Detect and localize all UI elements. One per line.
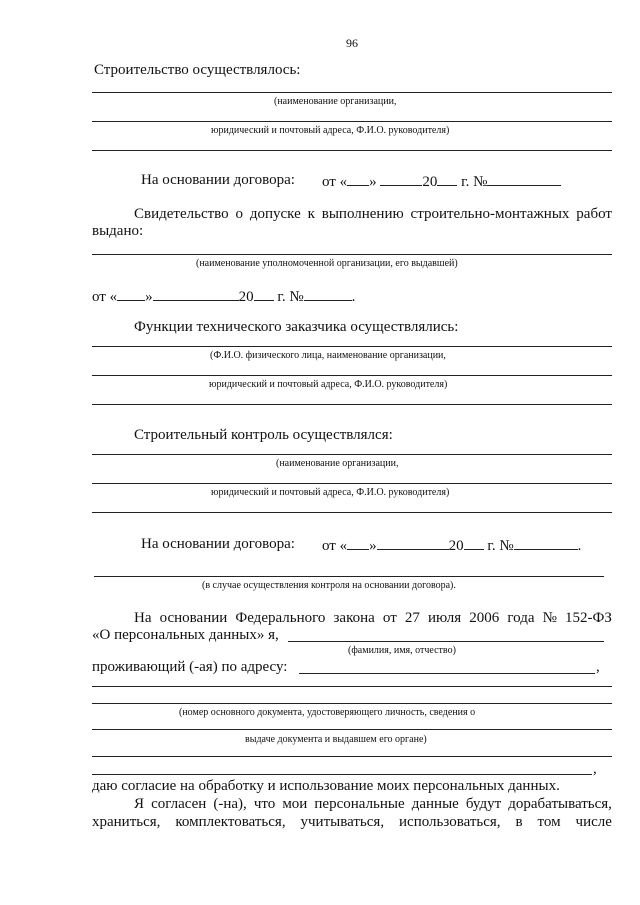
document-line-1[interactable]: [92, 703, 612, 704]
contract-2-end: .: [577, 538, 582, 554]
document-hint-2: выдаче документа и выдавшем его органе): [245, 734, 427, 745]
contract-1-month-field[interactable]: [380, 173, 422, 186]
construction-line-3[interactable]: [92, 150, 612, 151]
consent-para-text-2-word: использоваться,: [399, 814, 501, 830]
certificate-text-1-word: строительно-монтажных: [410, 206, 570, 222]
consent-text-1-word: 2006: [469, 610, 500, 626]
contract-1-quote-close: »: [369, 174, 377, 190]
consent-para-text-1-word: что: [253, 796, 276, 812]
consent-para-text-1-word: персональные: [314, 796, 405, 812]
control-heading: Строительный контроль осуществлялся:: [134, 427, 393, 443]
certificate-org-line[interactable]: [92, 254, 612, 255]
certificate-year-prefix: 20: [238, 289, 254, 305]
certificate-line-2: выдано:: [92, 223, 144, 239]
construction-hint-2: юридический и почтовый адреса, Ф.И.О. руководителя): [211, 125, 450, 136]
construction-heading: Строительство осуществлялось:: [94, 62, 301, 78]
construction-hint-1: (наименование организации,: [274, 96, 397, 107]
contract-2-quote-close: »: [369, 538, 377, 554]
consent-para-text-2-word: учитываться,: [300, 814, 385, 830]
certificate-from: от «: [92, 289, 118, 305]
contract-1-year-prefix: 20: [422, 174, 438, 190]
address-field[interactable]: [299, 673, 595, 674]
consent-para-text-1-word: будут: [465, 796, 502, 812]
consent-text-1-word: от: [382, 610, 397, 626]
consent-text-1-word: закона: [333, 610, 375, 626]
page-number: 96: [346, 36, 358, 50]
document-line-3[interactable]: [92, 756, 612, 757]
consent-text-1-word: основании: [159, 610, 228, 626]
construction-line-2[interactable]: [92, 121, 612, 122]
consent-para-text-2-word: том: [537, 814, 561, 830]
contract-1-day-field[interactable]: [347, 173, 369, 186]
construction-line-1[interactable]: [92, 92, 612, 93]
certificate-quote-close: »: [145, 289, 153, 305]
control-line-1[interactable]: [92, 454, 612, 455]
certificate-end: .: [351, 289, 356, 305]
customer-heading: Функции технического заказчика осуществлялись:: [134, 319, 459, 335]
consent-para-line-1: [134, 797, 612, 812]
certificate-date-fields: [92, 288, 355, 305]
address-label: проживающий (-ая) по адресу:: [92, 659, 288, 675]
control-line-3[interactable]: [92, 512, 612, 513]
contract-1-fields: [322, 173, 561, 190]
certificate-month-field[interactable]: [153, 288, 239, 301]
consent-line-1: [134, 611, 612, 626]
consent-text-1-word: года: [507, 610, 535, 626]
control-line-2[interactable]: [92, 483, 612, 484]
certificate-text-1-word: работ: [576, 206, 612, 222]
contract-1-year-field[interactable]: [437, 173, 457, 186]
consent-para-text-1-word: мои: [282, 796, 308, 812]
consent-para-line-2: [92, 815, 612, 830]
consent-para-text-1-word: (-на),: [213, 796, 247, 812]
contract-2-number-field[interactable]: [514, 537, 578, 550]
certificate-number-label: г. №: [277, 289, 304, 305]
certificate-text-1-word: Свидетельство: [134, 206, 229, 222]
consent-para-text-2-word: комплектоваться,: [175, 814, 286, 830]
certificate-text-1-word: выполнению: [321, 206, 404, 222]
consent-text-1-word: 152-ФЗ: [565, 610, 612, 626]
contract-2-number-label: г. №: [487, 538, 514, 554]
certificate-year-field[interactable]: [254, 288, 274, 301]
control-hint-1: (наименование организации,: [276, 458, 399, 469]
certificate-hint: (наименование уполномоченной организации, его выдавшей): [196, 258, 458, 269]
consent-text-1-word: 27: [404, 610, 420, 626]
certificate-text-1-word: допуске: [249, 206, 301, 222]
address-comma: ,: [596, 659, 600, 675]
contract-2-control-line[interactable]: [94, 576, 604, 577]
contract-2-fields: [322, 537, 581, 554]
consent-agree: даю согласие на обработку и использование моих персональных данных.: [92, 778, 560, 794]
consent-name-hint: (фамилия, имя, отчество): [348, 645, 456, 656]
customer-line-2[interactable]: [92, 375, 612, 376]
certificate-number-field[interactable]: [304, 288, 352, 301]
contract-2-month-field[interactable]: [377, 537, 449, 550]
certificate-day-field[interactable]: [117, 288, 145, 301]
consent-para-text-2-word: храниться,: [92, 814, 161, 830]
customer-hint-2: юридический и почтовый адреса, Ф.И.О. руководителя): [209, 379, 448, 390]
consent-text-1-word: июля: [427, 610, 462, 626]
consent-text-1-word: На: [134, 610, 152, 626]
consent-text-1-word: Федерального: [235, 610, 326, 626]
contract-2-day-field[interactable]: [347, 537, 369, 550]
consent-para-text-1-word: данные: [411, 796, 459, 812]
address-line-2[interactable]: [92, 686, 612, 687]
document-line-4[interactable]: [92, 774, 592, 775]
consent-para-text-1-word: дорабатываться,: [508, 796, 612, 812]
control-hint-2: юридический и почтовый адреса, Ф.И.О. руководителя): [211, 487, 450, 498]
contract-2-from: от «: [322, 538, 348, 554]
consent-para-text-2-word: в: [515, 814, 523, 830]
contract-2-year-field[interactable]: [464, 537, 484, 550]
contract-1-number-label: г. №: [461, 174, 488, 190]
consent-name-field[interactable]: [288, 641, 604, 642]
customer-line-3[interactable]: [92, 404, 612, 405]
consent-line-2: «О персональных данных» я,: [92, 627, 279, 643]
consent-para-text-1-word: Я: [134, 796, 145, 812]
certificate-text-1-word: о: [235, 206, 243, 222]
document-hint-1: (номер основного документа, удостоверяющего личность, сведения о: [179, 707, 476, 718]
contract-2-year-prefix: 20: [448, 538, 464, 554]
contract-2-hint: (в случае осуществления контроля на основании договора).: [202, 580, 456, 591]
contract-1-number-field[interactable]: [487, 173, 561, 186]
contract-1-label: На основании договора:: [141, 172, 295, 188]
certificate-text-1-word: к: [307, 206, 315, 222]
contract-2-label: На основании договора:: [141, 536, 295, 552]
document-comma: ,: [593, 761, 597, 777]
consent-para-text-1-word: согласен: [151, 796, 207, 812]
customer-line-1[interactable]: [92, 346, 612, 347]
consent-text-1-word: №: [542, 610, 557, 626]
contract-1-from: от «: [322, 174, 348, 190]
customer-hint-1: (Ф.И.О. физического лица, наименование организации,: [210, 350, 446, 361]
certificate-line-1: [134, 207, 612, 222]
consent-para-text-2-word: числе: [575, 814, 612, 830]
document-line-2[interactable]: [92, 729, 612, 730]
